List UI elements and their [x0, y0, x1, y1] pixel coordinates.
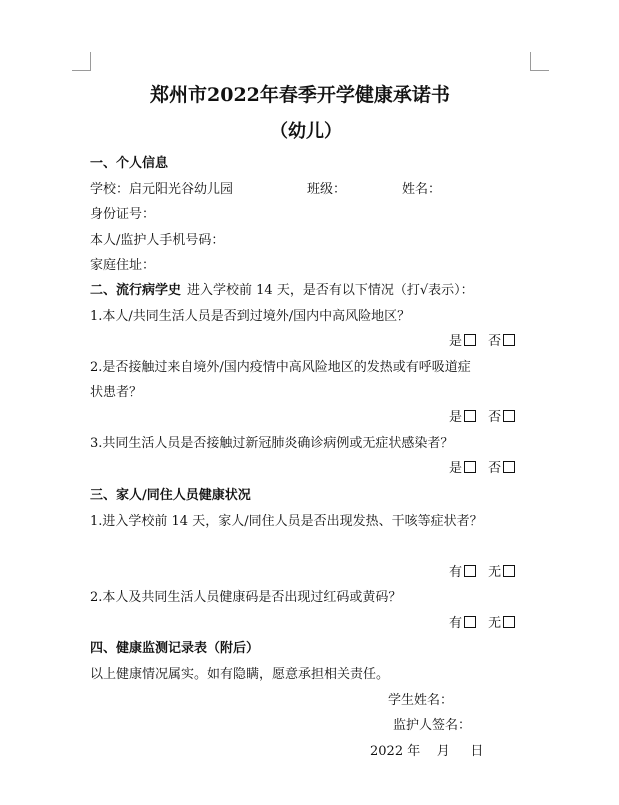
answer-3-2 [449, 612, 515, 631]
question-3-2: 2.本人及共同生活人员健康码是否出现过红码或黄码？ [90, 590, 402, 605]
student-name-signature: 学生姓名： [388, 693, 454, 708]
epidemiology-intro: 进入学校前 14 天，是否有以下情况（打√表示）： [187, 283, 474, 298]
checkbox[interactable] [503, 334, 515, 346]
section-epidemiology-heading: 二、流行病学史 [90, 283, 182, 298]
answer-3-1 [449, 561, 515, 580]
yes-option[interactable]: 是 [449, 406, 476, 425]
id-number-label: 身份证号： [90, 207, 156, 222]
page-corner-mark-left [72, 52, 91, 71]
checkbox[interactable] [464, 565, 476, 577]
section-family-health-heading: 三、家人/同住人员健康状况 [90, 488, 251, 503]
checkbox[interactable] [503, 565, 515, 577]
section-monitoring-heading: 四、健康监测记录表（附后） [90, 641, 260, 656]
checkbox[interactable] [464, 616, 476, 628]
yes-option[interactable]: 是 [449, 330, 476, 349]
question-3-1: 1.进入学校前 14 天，家人/同住人员是否出现发热、干咳等症状者？ [90, 514, 483, 529]
yes-option[interactable]: 是 [449, 457, 476, 476]
answer-2-3 [449, 457, 515, 476]
epidemiology-heading-row [90, 279, 474, 298]
class-label: 班级： [307, 182, 347, 197]
checkbox[interactable] [503, 410, 515, 422]
question-2-2-line1: 2.是否接触过来自境外/国内疫情中高风险地区的发热或有呼吸道症 [90, 360, 471, 375]
school-label: 学校：启元阳光谷幼儿园 [90, 182, 234, 197]
document-subtitle: （幼儿） [270, 121, 342, 142]
question-2-3: 3.共同生活人员是否接触过新冠肺炎确诊病例或无症状感染者？ [90, 436, 454, 451]
none-option[interactable]: 无 [488, 612, 515, 631]
section-personal-info-heading: 一、个人信息 [90, 156, 169, 171]
has-option[interactable]: 有 [449, 612, 476, 631]
checkbox[interactable] [464, 410, 476, 422]
address-label: 家庭住址： [90, 258, 156, 273]
guardian-signature: 监护人签名： [393, 718, 472, 733]
has-option[interactable]: 有 [449, 561, 476, 580]
checkbox[interactable] [503, 616, 515, 628]
no-option[interactable]: 否 [488, 406, 515, 425]
answer-2-1 [449, 330, 515, 349]
checkbox[interactable] [503, 461, 515, 473]
none-option[interactable]: 无 [488, 561, 515, 580]
question-2-2-line2: 状患者？ [90, 385, 143, 400]
checkbox[interactable] [464, 461, 476, 473]
document-title: 郑州市2022年春季开学健康承诺书 [150, 84, 450, 106]
signature-date: 2022 年 月 日 [370, 744, 484, 759]
no-option[interactable]: 否 [488, 457, 515, 476]
question-2-1: 1.本人/共同生活人员是否到过境外/国内中高风险地区？ [90, 309, 411, 324]
checkbox[interactable] [464, 334, 476, 346]
no-option[interactable]: 否 [488, 330, 515, 349]
page-corner-mark-right [530, 52, 549, 71]
answer-2-2 [449, 406, 515, 425]
truth-statement: 以上健康情况属实。如有隐瞒，愿意承担相关责任。 [90, 667, 390, 682]
phone-label: 本人/监护人手机号码： [90, 233, 225, 248]
name-label: 姓名： [402, 182, 442, 197]
